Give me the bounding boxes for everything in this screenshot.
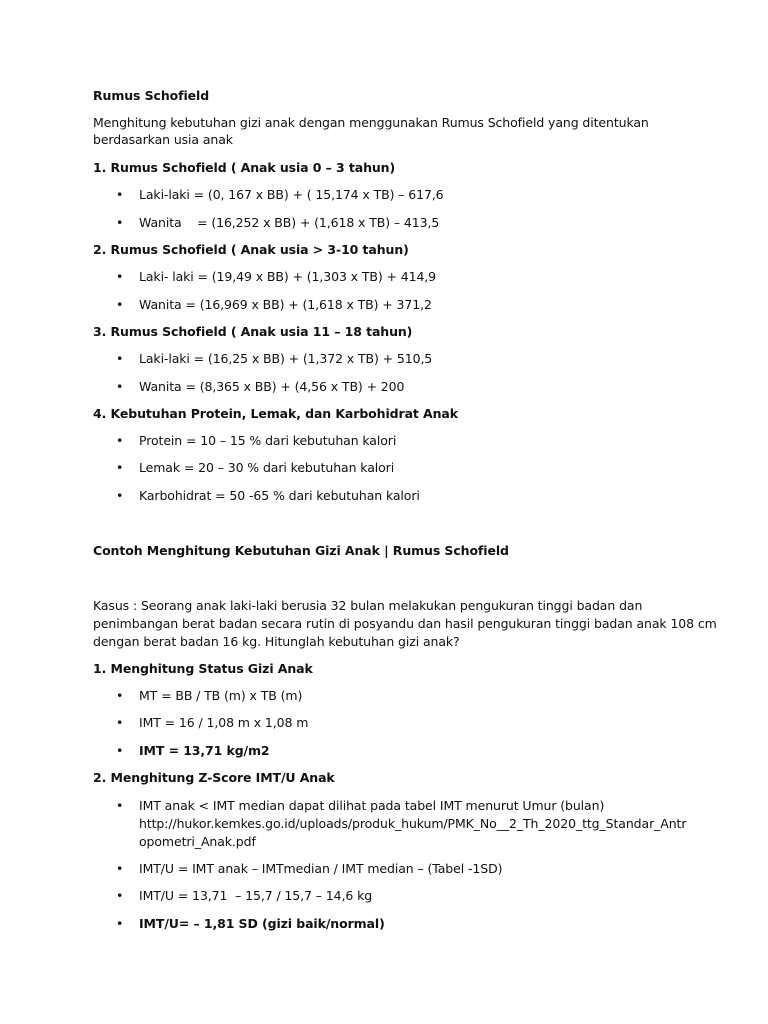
list-item: IMT = 16 / 1,08 m x 1,08 m [139, 715, 309, 730]
list-item: MT = BB / TB (m) x TB (m) [139, 688, 303, 703]
list-item: IMT/U = 13,71 – 15,7 / 15,7 – 14,6 kg [139, 888, 373, 903]
case-line: dengan berat badan 16 kg. Hitunglah kebutuhan gizi anak? [93, 634, 460, 649]
bullet: • [116, 798, 124, 813]
bullet: • [116, 269, 124, 284]
step-heading: 2. Menghitung Z-Score IMT/U Anak [93, 770, 335, 785]
list-item: Laki-laki = (16,25 x BB) + (1,372 x TB) + 510,5 [139, 351, 433, 366]
step-heading: 1. Menghitung Status Gizi Anak [93, 661, 313, 676]
list-item: Wanita = (8,365 x BB) + (4,56 x TB) + 200 [139, 379, 405, 394]
list-item: Protein = 10 – 15 % dari kebutuhan kalori [139, 433, 397, 448]
section-heading: 4. Kebutuhan Protein, Lemak, dan Karbohidrat Anak [93, 406, 458, 421]
section-heading: 1. Rumus Schofield ( Anak usia 0 – 3 tahun) [93, 160, 396, 175]
bullet: • [116, 297, 124, 312]
bullet: • [116, 433, 124, 448]
case-line: Kasus : Seorang anak laki-laki berusia 32 bulan melakukan pengukuran tinggi badan dan [93, 598, 643, 613]
intro-line: berdasarkan usia anak [93, 132, 233, 147]
list-item: Karbohidrat = 50 -65 % dari kebutuhan kalori [139, 488, 420, 503]
reference-link[interactable]: http://hukor.kemkes.go.id/uploads/produk_hukum/PMK_No__2_Th_2020_ttg_Standar_Antr [139, 816, 687, 831]
list-item: Laki-laki = (0, 167 x BB) + ( 15,174 x TB) – 617,6 [139, 187, 444, 202]
bullet: • [116, 715, 124, 730]
bullet: • [116, 888, 124, 903]
example-title: Contoh Menghitung Kebutuhan Gizi Anak | Rumus Schofield [93, 543, 509, 558]
list-item: Wanita = (16,969 x BB) + (1,618 x TB) + 371,2 [139, 297, 432, 312]
list-item: Lemak = 20 – 30 % dari kebutuhan kalori [139, 460, 395, 475]
bullet: • [116, 187, 124, 202]
list-item: IMT = 13,71 kg/m2 [139, 743, 270, 758]
intro-line: Menghitung kebutuhan gizi anak dengan menggunakan Rumus Schofield yang ditentukan [93, 115, 649, 130]
section-heading: 3. Rumus Schofield ( Anak usia 11 – 18 tahun) [93, 324, 413, 339]
list-item: IMT/U = IMT anak – IMTmedian / IMT median – (Tabel -1SD) [139, 861, 503, 876]
case-line: penimbangan berat badan secara rutin di posyandu dan hasil pengukuran tinggi badan anak 108 cm [93, 616, 717, 631]
bullet: • [116, 861, 124, 876]
doc-title: Rumus Schofield [93, 88, 210, 103]
bullet: • [116, 351, 124, 366]
list-item: Wanita = (16,252 x BB) + (1,618 x TB) – 413,5 [139, 215, 440, 230]
list-item: Laki- laki = (19,49 x BB) + (1,303 x TB) + 414,9 [139, 269, 437, 284]
section-heading: 2. Rumus Schofield ( Anak usia > 3-10 tahun) [93, 242, 409, 257]
bullet: • [116, 215, 124, 230]
bullet: • [116, 743, 124, 758]
list-item: IMT anak < IMT median dapat dilihat pada tabel IMT menurut Umur (bulan) [139, 798, 605, 813]
list-item: IMT/U= – 1,81 SD (gizi baik/normal) [139, 916, 385, 931]
reference-link[interactable]: opometri_Anak.pdf [139, 834, 256, 849]
bullet: • [116, 379, 124, 394]
bullet: • [116, 688, 124, 703]
bullet: • [116, 916, 124, 931]
bullet: • [116, 488, 124, 503]
bullet: • [116, 460, 124, 475]
